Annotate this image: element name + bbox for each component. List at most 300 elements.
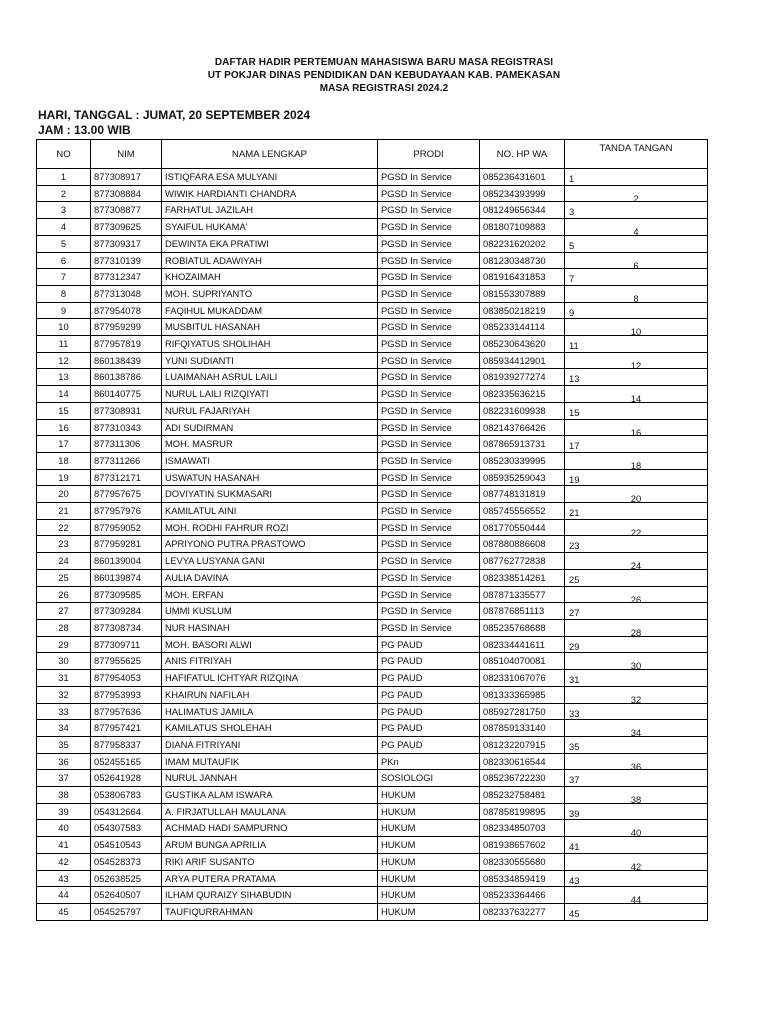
- cell-nim: 860140775: [91, 386, 162, 403]
- signature-number: 36: [630, 760, 642, 770]
- cell-no: 22: [37, 519, 91, 536]
- table-row: [37, 219, 708, 236]
- cell-nim: 877308877: [91, 202, 162, 219]
- cell-prodi: PGSD In Service: [378, 519, 480, 536]
- cell-name: ARUM BUNGA APRILIA: [162, 837, 378, 854]
- cell-name: FARHATUL JAZILAH: [162, 202, 378, 219]
- signature-number: 10: [630, 326, 642, 336]
- cell-signature: [565, 670, 708, 687]
- cell-phone: 081333365985: [480, 686, 565, 703]
- cell-prodi: PG PAUD: [378, 686, 480, 703]
- cell-name: ISMAWATI: [162, 452, 378, 469]
- signature-number: 21: [569, 507, 580, 519]
- cell-prodi: PGSD In Service: [378, 386, 480, 403]
- cell-no: 26: [37, 586, 91, 603]
- cell-phone: 081916431853: [480, 269, 565, 286]
- cell-name: AULIA DAVINA: [162, 569, 378, 586]
- cell-no: 12: [37, 352, 91, 369]
- cell-no: 30: [37, 653, 91, 670]
- cell-no: 21: [37, 503, 91, 520]
- cell-signature: [565, 269, 708, 286]
- cell-prodi: HUKUM: [378, 837, 480, 854]
- signature-number: 29: [569, 640, 580, 652]
- cell-nim: 877957675: [91, 486, 162, 503]
- cell-name: DOVIYATIN SUKMASARI: [162, 486, 378, 503]
- meeting-date: HARI, TANGGAL : JUMAT, 20 SEPTEMBER 2024: [38, 108, 311, 122]
- cell-no: 23: [37, 536, 91, 553]
- signature-number: 23: [569, 540, 580, 552]
- cell-signature: [565, 452, 708, 469]
- cell-signature: [565, 436, 708, 453]
- cell-name: APRIYONO PUTRA PRASTOWO: [162, 536, 378, 553]
- cell-nim: 877310139: [91, 252, 162, 269]
- cell-phone: 085230643620: [480, 336, 565, 353]
- signature-number: 35: [569, 740, 580, 752]
- table-row: [37, 703, 708, 720]
- cell-name: ANIS FITRIYAH: [162, 653, 378, 670]
- cell-no: 28: [37, 619, 91, 636]
- cell-signature: [565, 503, 708, 520]
- cell-no: 32: [37, 686, 91, 703]
- cell-no: 17: [37, 436, 91, 453]
- cell-phone: 087859133140: [480, 720, 565, 737]
- meeting-time: JAM : 13.00 WIB: [38, 123, 131, 137]
- cell-signature: [565, 285, 708, 302]
- cell-name: ISTIQFARA ESA MULYANI: [162, 169, 378, 186]
- cell-no: 2: [37, 185, 91, 202]
- cell-no: 19: [37, 469, 91, 486]
- cell-signature: [565, 486, 708, 503]
- cell-phone: 085935259043: [480, 469, 565, 486]
- table-row: [37, 269, 708, 286]
- cell-nim: 054307583: [91, 820, 162, 837]
- column-header-phone: NO. HP WA: [480, 140, 565, 169]
- cell-nim: 877959299: [91, 319, 162, 336]
- cell-signature: [565, 352, 708, 369]
- cell-no: 40: [37, 820, 91, 837]
- signature-number: 14: [630, 393, 642, 403]
- cell-name: MOH. RODHI FAHRUR ROZI: [162, 519, 378, 536]
- cell-nim: 877308884: [91, 185, 162, 202]
- table-row: [37, 569, 708, 586]
- cell-no: 35: [37, 736, 91, 753]
- cell-phone: 081939277274: [480, 369, 565, 386]
- cell-signature: [565, 519, 708, 536]
- table-body: [37, 169, 708, 921]
- table-row: [37, 436, 708, 453]
- signature-number: 5: [569, 239, 575, 251]
- column-header-prodi: PRODI: [378, 140, 480, 169]
- cell-name: MOH. ERFAN: [162, 586, 378, 603]
- cell-phone: 082231609938: [480, 402, 565, 419]
- table-row: [37, 419, 708, 436]
- signature-number: 6: [633, 259, 639, 269]
- cell-no: 44: [37, 887, 91, 904]
- signature-number: 1: [569, 173, 575, 184]
- cell-prodi: PGSD In Service: [378, 619, 480, 636]
- cell-signature: [565, 169, 708, 186]
- signature-number: 16: [630, 426, 642, 436]
- cell-name: USWATUN HASANAH: [162, 469, 378, 486]
- cell-nim: 877957976: [91, 503, 162, 520]
- signature-number: 24: [630, 560, 642, 570]
- cell-signature: [565, 553, 708, 570]
- cell-name: MOH. MASRUR: [162, 436, 378, 453]
- cell-signature: [565, 770, 708, 787]
- cell-prodi: PG PAUD: [378, 703, 480, 720]
- cell-nim: 877310343: [91, 419, 162, 436]
- cell-phone: 085233364466: [480, 887, 565, 904]
- cell-no: 34: [37, 720, 91, 737]
- cell-phone: 085236431601: [480, 169, 565, 186]
- cell-phone: 085236722230: [480, 770, 565, 787]
- cell-signature: [565, 369, 708, 386]
- cell-no: 1: [37, 169, 91, 186]
- cell-name: KAMILATUL AINI: [162, 503, 378, 520]
- cell-signature: [565, 686, 708, 703]
- header-title-line-2: UT POKJAR DINAS PENDIDIKAN DAN KEBUDAYAAN KAB. PAMEKASAN: [207, 70, 561, 81]
- cell-nim: 860139874: [91, 569, 162, 586]
- table-row: [37, 486, 708, 503]
- signature-number: 11: [569, 340, 579, 352]
- cell-name: ARYA PUTERA PRATAMA: [162, 870, 378, 887]
- cell-phone: 085230339995: [480, 452, 565, 469]
- table-row: [37, 603, 708, 620]
- table-row: [37, 853, 708, 870]
- signature-number: 19: [569, 473, 580, 485]
- cell-prodi: PGSD In Service: [378, 402, 480, 419]
- cell-name: DIANA FITRIYANI: [162, 736, 378, 753]
- cell-prodi: PGSD In Service: [378, 469, 480, 486]
- cell-name: ACHMAD HADI SAMPURNO: [162, 820, 378, 837]
- cell-name: MUSBITUL HASANAH: [162, 319, 378, 336]
- cell-name: ADI SUDIRMAN: [162, 419, 378, 436]
- cell-nim: 877957819: [91, 336, 162, 353]
- cell-phone: 081249656344: [480, 202, 565, 219]
- cell-phone: 082334850703: [480, 820, 565, 837]
- cell-name: MOH. SUPRIYANTO: [162, 285, 378, 302]
- cell-nim: 877954053: [91, 670, 162, 687]
- cell-prodi: PGSD In Service: [378, 202, 480, 219]
- signature-number: 42: [630, 860, 642, 871]
- cell-prodi: PGSD In Service: [378, 185, 480, 202]
- table-row: [37, 803, 708, 820]
- table-row: [37, 720, 708, 737]
- cell-no: 27: [37, 603, 91, 620]
- cell-phone: 082231620202: [480, 235, 565, 252]
- cell-signature: [565, 302, 708, 319]
- cell-phone: 085234393999: [480, 185, 565, 202]
- cell-signature: [565, 837, 708, 854]
- table-row: [37, 202, 708, 219]
- cell-no: 3: [37, 202, 91, 219]
- cell-prodi: PGSD In Service: [378, 536, 480, 553]
- table-row: [37, 503, 708, 520]
- cell-name: KHAIRUN NAFILAH: [162, 686, 378, 703]
- cell-signature: [565, 202, 708, 219]
- table-row: [37, 586, 708, 603]
- cell-no: 42: [37, 853, 91, 870]
- cell-name: NURUL FAJARIYAH: [162, 402, 378, 419]
- cell-signature: [565, 419, 708, 436]
- cell-phone: 082338514261: [480, 569, 565, 586]
- signature-number: 38: [630, 794, 642, 804]
- cell-phone: 082335636215: [480, 386, 565, 403]
- cell-nim: 052638525: [91, 870, 162, 887]
- cell-signature: [565, 235, 708, 252]
- signature-number: 37: [569, 774, 580, 786]
- table-row: [37, 736, 708, 753]
- cell-phone: 087876851113: [480, 603, 565, 620]
- cell-no: 15: [37, 402, 91, 419]
- cell-signature: [565, 386, 708, 403]
- signature-number: 2: [633, 192, 639, 202]
- signature-number: 22: [630, 526, 642, 536]
- signature-number: 43: [569, 874, 580, 886]
- table-row: [37, 820, 708, 837]
- cell-phone: 082143766426: [480, 419, 565, 436]
- cell-no: 38: [37, 787, 91, 804]
- cell-prodi: HUKUM: [378, 887, 480, 904]
- cell-phone: 087858199895: [480, 803, 565, 820]
- cell-phone: 085934412901: [480, 352, 565, 369]
- cell-name: KHOZAIMAH: [162, 269, 378, 286]
- cell-nim: 877308734: [91, 619, 162, 636]
- cell-prodi: PGSD In Service: [378, 436, 480, 453]
- table-row: [37, 469, 708, 486]
- cell-phone: 082331067076: [480, 670, 565, 687]
- cell-nim: 877308931: [91, 402, 162, 419]
- cell-no: 25: [37, 569, 91, 586]
- cell-signature: [565, 736, 708, 753]
- signature-number: 25: [569, 573, 580, 585]
- cell-phone: 087880886608: [480, 536, 565, 553]
- cell-nim: 052455165: [91, 753, 162, 770]
- cell-nim: 877957636: [91, 703, 162, 720]
- cell-nim: 877311266: [91, 452, 162, 469]
- cell-name: DEWINTA EKA PRATIWI: [162, 235, 378, 252]
- table-row: [37, 519, 708, 536]
- column-header-signature: TANDA TANGAN: [565, 140, 708, 169]
- cell-nim: 860138439: [91, 352, 162, 369]
- cell-signature: [565, 753, 708, 770]
- signature-number: 12: [630, 359, 642, 369]
- table-row: [37, 670, 708, 687]
- cell-prodi: PGSD In Service: [378, 336, 480, 353]
- cell-name: A. FIRJATULLAH MAULANA: [162, 803, 378, 820]
- cell-prodi: PGSD In Service: [378, 503, 480, 520]
- cell-nim: 877959052: [91, 519, 162, 536]
- cell-no: 5: [37, 235, 91, 252]
- cell-no: 33: [37, 703, 91, 720]
- cell-name: MOH. BASORI ALWI: [162, 636, 378, 653]
- cell-name: NUR HASINAH: [162, 619, 378, 636]
- cell-prodi: PGSD In Service: [378, 285, 480, 302]
- cell-no: 10: [37, 319, 91, 336]
- cell-prodi: PGSD In Service: [378, 252, 480, 269]
- cell-no: 24: [37, 553, 91, 570]
- cell-phone: 081938657602: [480, 837, 565, 854]
- table-row: [37, 285, 708, 302]
- cell-name: KAMILATUS SHOLEHAH: [162, 720, 378, 737]
- cell-no: 14: [37, 386, 91, 403]
- cell-signature: [565, 887, 708, 904]
- cell-phone: 081230348730: [480, 252, 565, 269]
- table-header-row: [37, 140, 708, 169]
- signature-number: 45: [569, 907, 580, 919]
- cell-nim: 860138786: [91, 369, 162, 386]
- cell-name: NURUL JANNAH: [162, 770, 378, 787]
- cell-no: 29: [37, 636, 91, 653]
- table-row: [37, 386, 708, 403]
- cell-signature: [565, 185, 708, 202]
- signature-number: 15: [569, 406, 580, 418]
- cell-nim: 877953993: [91, 686, 162, 703]
- signature-number: 7: [569, 273, 575, 285]
- table-row: [37, 185, 708, 202]
- cell-nim: 054510543: [91, 837, 162, 854]
- table-row: [37, 837, 708, 854]
- cell-nim: 052641928: [91, 770, 162, 787]
- cell-name: RIKI ARIF SUSANTO: [162, 853, 378, 870]
- cell-signature: [565, 336, 708, 353]
- cell-phone: 085334859419: [480, 870, 565, 887]
- cell-name: ILHAM QURAIZY SIHABUDIN: [162, 887, 378, 904]
- cell-signature: [565, 720, 708, 737]
- cell-signature: [565, 853, 708, 870]
- table-row: [37, 402, 708, 419]
- cell-signature: [565, 636, 708, 653]
- table-row: [37, 753, 708, 770]
- cell-prodi: PGSD In Service: [378, 302, 480, 319]
- cell-prodi: PKn: [378, 753, 480, 770]
- cell-nim: 877309317: [91, 235, 162, 252]
- cell-prodi: HUKUM: [378, 870, 480, 887]
- cell-no: 11: [37, 336, 91, 353]
- cell-signature: [565, 870, 708, 887]
- cell-phone: 081807109883: [480, 219, 565, 236]
- cell-phone: 085233144114: [480, 319, 565, 336]
- signature-number: 33: [569, 707, 580, 719]
- cell-name: IMAM MUTAUFIK: [162, 753, 378, 770]
- table-row: [37, 235, 708, 252]
- cell-name: HALIMATUS JAMILA: [162, 703, 378, 720]
- table-row: [37, 252, 708, 269]
- cell-prodi: PGSD In Service: [378, 352, 480, 369]
- cell-nim: 877309625: [91, 219, 162, 236]
- table-row: [37, 619, 708, 636]
- header-title-line-1: DAFTAR HADIR PERTEMUAN MAHASISWA BARU MASA REGISTRASI: [214, 57, 554, 68]
- cell-name: SYAIFUL HUKAMA': [162, 219, 378, 236]
- table-row: [37, 653, 708, 670]
- cell-name: LUAIMANAH ASRUL LAILI: [162, 369, 378, 386]
- cell-signature: [565, 586, 708, 603]
- cell-nim: 877312347: [91, 269, 162, 286]
- cell-prodi: PGSD In Service: [378, 169, 480, 186]
- cell-prodi: PG PAUD: [378, 736, 480, 753]
- signature-number: 34: [630, 727, 642, 737]
- cell-phone: 081553307889: [480, 285, 565, 302]
- cell-prodi: PGSD In Service: [378, 486, 480, 503]
- cell-signature: [565, 319, 708, 336]
- table-row: [37, 903, 708, 920]
- cell-phone: 085927281750: [480, 703, 565, 720]
- cell-prodi: HUKUM: [378, 820, 480, 837]
- cell-prodi: PG PAUD: [378, 653, 480, 670]
- cell-nim: 054525797: [91, 903, 162, 920]
- signature-number: 44: [630, 894, 642, 904]
- signature-number: 28: [630, 626, 642, 637]
- cell-no: 39: [37, 803, 91, 820]
- cell-signature: [565, 803, 708, 820]
- cell-no: 31: [37, 670, 91, 687]
- column-header-nim: NIM: [91, 140, 162, 169]
- table-row: [37, 319, 708, 336]
- cell-prodi: PGSD In Service: [378, 219, 480, 236]
- cell-no: 6: [37, 252, 91, 269]
- cell-prodi: HUKUM: [378, 787, 480, 804]
- table-row: [37, 452, 708, 469]
- cell-nim: 054312664: [91, 803, 162, 820]
- cell-prodi: PG PAUD: [378, 720, 480, 737]
- cell-phone: 082330616544: [480, 753, 565, 770]
- signature-number: 13: [569, 373, 580, 385]
- cell-prodi: PGSD In Service: [378, 452, 480, 469]
- table-row: [37, 352, 708, 369]
- cell-name: HAFIFATUL ICHTYAR RIZQINA: [162, 670, 378, 687]
- cell-signature: [565, 219, 708, 236]
- cell-nim: 053806783: [91, 787, 162, 804]
- cell-prodi: HUKUM: [378, 803, 480, 820]
- table-row: [37, 336, 708, 353]
- column-header-no: NO: [37, 140, 91, 169]
- cell-nim: 877313048: [91, 285, 162, 302]
- cell-prodi: PG PAUD: [378, 670, 480, 687]
- cell-no: 20: [37, 486, 91, 503]
- cell-signature: [565, 536, 708, 553]
- table-row: [37, 302, 708, 319]
- table-row: [37, 369, 708, 386]
- cell-nim: 877309284: [91, 603, 162, 620]
- cell-signature: [565, 703, 708, 720]
- cell-phone: 085232758481: [480, 787, 565, 804]
- cell-name: YUNI SUDIANTI: [162, 352, 378, 369]
- cell-nim: 054528373: [91, 853, 162, 870]
- cell-phone: 081770550444: [480, 519, 565, 536]
- cell-nim: 877309585: [91, 586, 162, 603]
- cell-phone: 087762772838: [480, 553, 565, 570]
- cell-phone: 087748131819: [480, 486, 565, 503]
- cell-no: 16: [37, 419, 91, 436]
- table-row: [37, 536, 708, 553]
- cell-no: 45: [37, 903, 91, 920]
- cell-nim: 877954078: [91, 302, 162, 319]
- cell-phone: 085104070081: [480, 653, 565, 670]
- table-row: [37, 686, 708, 703]
- cell-no: 8: [37, 285, 91, 302]
- cell-prodi: HUKUM: [378, 853, 480, 870]
- cell-phone: 082337632277: [480, 903, 565, 920]
- attendance-table: [36, 139, 708, 921]
- cell-prodi: PG PAUD: [378, 636, 480, 653]
- signature-number: 9: [569, 306, 575, 318]
- signature-number: 8: [633, 292, 639, 303]
- table-row: [37, 553, 708, 570]
- cell-prodi: PGSD In Service: [378, 553, 480, 570]
- column-header-name: NAMA LENGKAP: [162, 140, 378, 169]
- cell-no: 37: [37, 770, 91, 787]
- cell-phone: 083850218219: [480, 302, 565, 319]
